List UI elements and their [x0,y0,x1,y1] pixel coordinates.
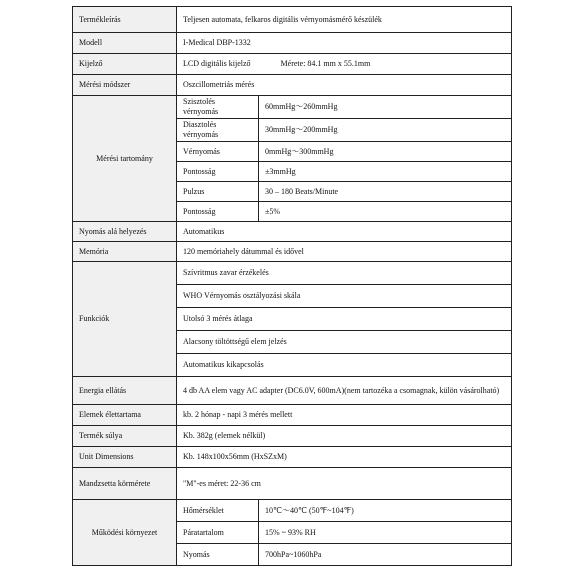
row-label: Működési környezet [73,500,177,566]
table-row [73,447,512,468]
sub-value: 60mmHg～260mmHg [259,96,512,119]
sub-label: Diasztolés vérnyomás [177,119,259,142]
row-value: Teljesen automata, felkaros digitális vérnyomásmérő készülék [177,7,512,33]
row-value [177,54,512,75]
table-row [73,33,512,54]
table-row [73,500,512,522]
table-row [73,405,512,426]
table-row [73,54,512,75]
sub-value: 15% ~ 93% RH [259,522,512,544]
sub-value: 0mmHg～300mmHg [259,142,512,162]
table-row [73,262,512,285]
sub-value: 30 – 180 Beats/Minute [259,182,512,202]
sub-label: Szisztolés vérnyomás [177,96,259,119]
table-row [73,377,512,405]
list-item: WHO Vérnyomás osztályozási skála [177,285,512,308]
sub-value: 700hPa~1060hPa [259,544,512,566]
table-row [73,96,512,119]
row-label: Memória [73,242,177,262]
sub-label: Pulzus [177,182,259,202]
table-row [73,222,512,242]
row-label: Unit Dimensions [73,447,177,468]
row-label: Termékleírás [73,7,177,33]
row-label: Energia ellátás [73,377,177,405]
row-value: 4 db AA elem vagy AC adapter (DC6.0V, 600mA)(nem tartozéka a csomagnak, külön vásárolható) [177,377,512,405]
sub-label: Páratartalom [177,522,259,544]
row-value: 120 memóriahely dátummal és idővel [177,242,512,262]
spec-table [72,6,512,566]
display-size: Mérete: 84.1 mm x 55.1mm [280,59,371,68]
row-value: I-Medical DBP-1332 [177,33,512,54]
row-value: Kb. 382g (elemek nélkül) [177,426,512,447]
row-value: Automatikus [177,222,512,242]
sub-value: ±5% [259,202,512,222]
table-row [73,75,512,96]
row-label: Nyomás alá helyezés [73,222,177,242]
row-value: Oszcillometriás mérés [177,75,512,96]
sub-value: 30mmHg～200mmHg [259,119,512,142]
row-value: Kb. 148x100x56mm (HxSZxM) [177,447,512,468]
row-label: Modell [73,33,177,54]
sub-value: ±3mmHg [259,162,512,182]
table-row [73,426,512,447]
list-item: Automatikus kikapcsolás [177,354,512,377]
row-value: kb. 2 hónap - napi 3 mérés mellett [177,405,512,426]
row-label: Mandzsetta körmérete [73,468,177,500]
sub-label: Pontosság [177,202,259,222]
list-item: Alacsony töltöttségű elem jelzés [177,331,512,354]
table-row [73,468,512,500]
list-item: Utolsó 3 mérés átlaga [177,308,512,331]
sub-label: Hőmérséklet [177,500,259,522]
row-label: Funkciók [73,262,177,377]
sub-value: 10℃～40℃ (50℉~104℉) [259,500,512,522]
sub-label: Pontosság [177,162,259,182]
row-label: Mérési módszer [73,75,177,96]
list-item: Szívritmus zavar érzékelés [177,262,512,285]
row-value: "M"-es méret: 22-36 cm [177,468,512,500]
sub-label: Vérnyomás [177,142,259,162]
row-label: Mérési tartomány [73,96,177,222]
spec-sheet [72,6,512,566]
row-label: Elemek élettartama [73,405,177,426]
display-type: LCD digitális kijelző [183,59,251,68]
row-label: Termék súlya [73,426,177,447]
table-row [73,242,512,262]
table-row [73,7,512,33]
row-label: Kijelző [73,54,177,75]
sub-label: Nyomás [177,544,259,566]
